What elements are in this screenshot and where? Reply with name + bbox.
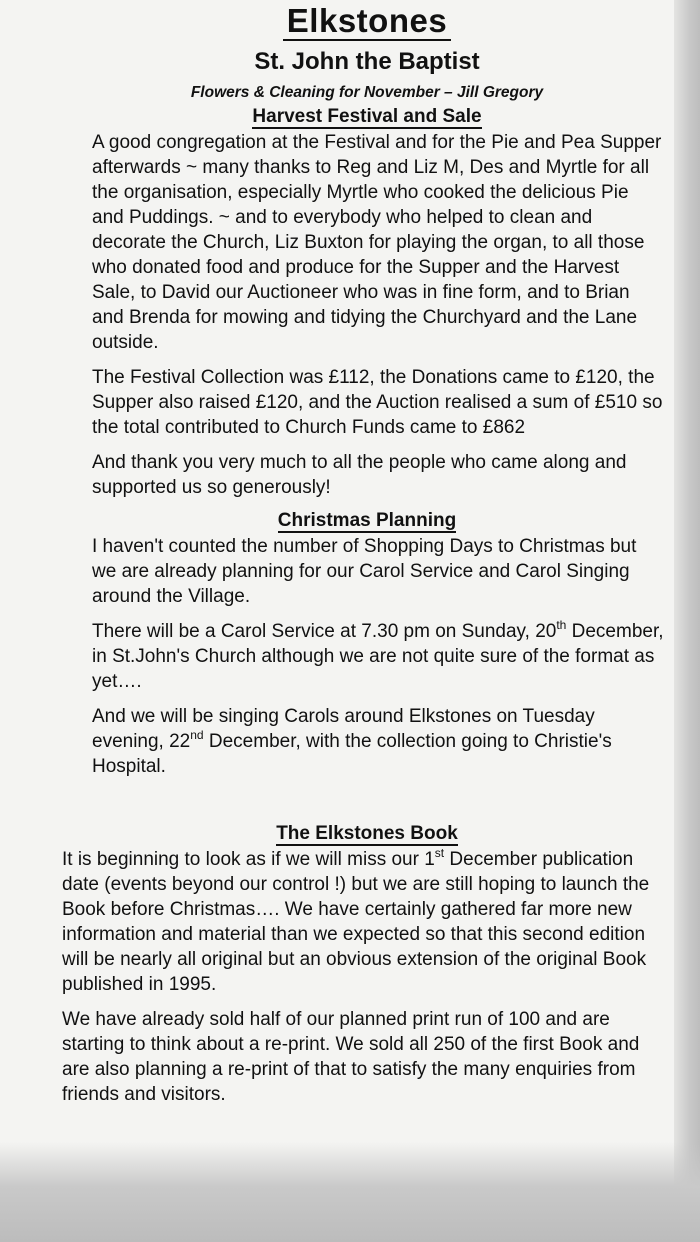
harvest-heading: Harvest Festival and Sale	[252, 106, 482, 127]
harvest-paragraph-2: The Festival Collection was £112, the Donations came to £120, the Supper also raised £120, and the Auction realised a sum of £510 so the total contributed to Church Funds came to £862	[92, 367, 663, 438]
harvest-paragraph-1: A good congregation at the Festival and for the Pie and Pea Supper afterwards ~ many thanks to Reg and Liz M, Des and Myrtle for all the organisation, especially Myrtle who cooked the delicious Pie and Puddings. ~ and to everybody who helped to clean and decorate the Church, Liz Buxton for playing the organ, to all those who donated food and produce for the Supper and the Harvest Sale, to David our Auctioneer who was in fine form, and to Brian and Brenda for mowing and tidying the Churchyard and the Lane outside.	[92, 132, 662, 353]
church-name: St. John the Baptist	[254, 48, 480, 75]
page-title: Elkstones	[62, 2, 672, 40]
christmas-paragraph-2: There will be a Carol Service at 7.30 pm on Sunday, 20th December, in St.John's Church although we are not quite sure of the format as yet….	[92, 618, 664, 692]
christmas-paragraph-3: And we will be singing Carols around Elkstones on Tuesday evening, 22nd December, with the collection going to Christie's Hospital.	[92, 706, 612, 777]
page-bottom-shadow	[0, 1142, 700, 1242]
harvest-paragraph-3: And thank you very much to all the people who came along and supported us so generously!	[92, 452, 627, 498]
book-paragraph-2: We have already sold half of our planned print run of 100 and are starting to think about a re-print. We sold all 250 of the first Book and are also planning a re-print of that to satisfy the many enquiries from friends and visitors.	[62, 1009, 640, 1105]
book-heading: The Elkstones Book	[276, 823, 458, 844]
book-paragraph-1: It is beginning to look as if we will miss our 1st December publication date (events beyond our control !) but we are still hoping to launch the Book before Christmas…. We have certainly gathered far more new information and material than we expected so that this second edition will be nearly all original but an obvious extension of the original Book published in 1995.	[62, 846, 650, 995]
page-edge-shadow	[674, 0, 700, 1242]
christmas-paragraph-1: I haven't counted the number of Shopping Days to Christmas but we are already planning for our Carol Service and Carol Singing around the Village.	[92, 536, 637, 607]
flowers-rota: Flowers & Cleaning for November – Jill Gregory	[190, 84, 544, 101]
christmas-heading: Christmas Planning	[277, 510, 457, 531]
newsletter-content	[62, 0, 672, 1117]
